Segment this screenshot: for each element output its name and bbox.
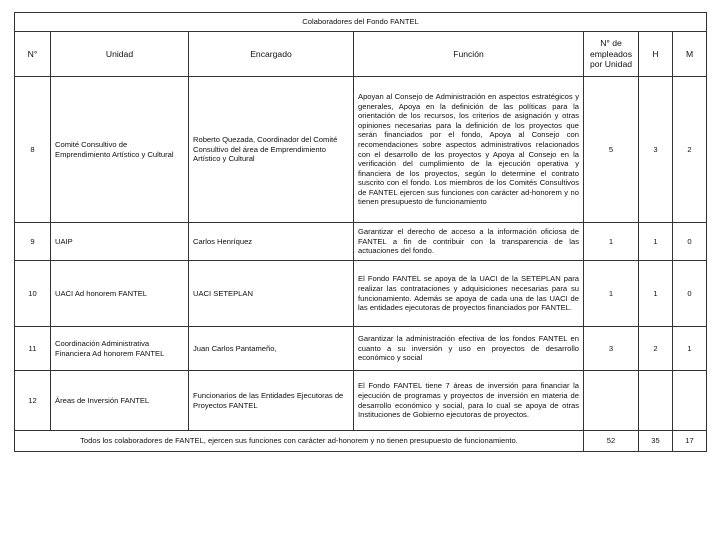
row-encargado: Carlos Henríquez [189,223,354,261]
row-num: 10 [15,261,51,327]
header-unidad: Unidad [51,32,189,77]
row-empleados: 5 [584,77,639,223]
table-row [15,261,707,327]
row-empleados: 3 [584,327,639,371]
row-empleados: 1 [584,223,639,261]
row-h: 3 [639,77,673,223]
row-num: 9 [15,223,51,261]
row-encargado: Roberto Quezada, Coordinador del Comité Consultivo del área de Emprendimiento Artístico y Cultural [189,77,354,223]
row-funcion: Garantizar el derecho de acceso a la información oficiosa de FANTEL a fin de contribuir con la transparencia de las actuaciones del fondo. [354,223,584,261]
row-unidad: UACI Ad honorem FANTEL [51,261,189,327]
row-empleados [584,371,639,431]
table-row [15,371,707,431]
row-h [639,371,673,431]
collaborators-table [14,12,707,452]
row-num: 8 [15,77,51,223]
row-m [673,371,707,431]
row-encargado: UACI SETEPLAN [189,261,354,327]
row-unidad: UAIP [51,223,189,261]
row-encargado: Juan Carlos Pantameño, [189,327,354,371]
footer-total: 52 [584,431,639,452]
table-title: Colaboradores del Fondo FANTEL [15,13,707,32]
row-num: 11 [15,327,51,371]
footer-note: Todos los colaboradores de FANTEL, ejercen sus funciones con carácter ad-honorem y no tienen presupuesto de funcionamiento. [15,431,584,452]
row-funcion: Garantizar la administración efectiva de los fondos FANTEL en cuanto a su inversión y uso en proyectos de desarrollo económico y social [354,327,584,371]
row-m: 2 [673,77,707,223]
header-empleados: N° de empleados por Unidad [584,32,639,77]
table-row [15,223,707,261]
header-h: H [639,32,673,77]
header-funcion: Función [354,32,584,77]
header-num: N° [15,32,51,77]
row-num: 12 [15,371,51,431]
footer-total-h: 35 [639,431,673,452]
header-encargado: Encargado [189,32,354,77]
row-encargado: Funcionarios de las Entidades Ejecutoras de Proyectos FANTEL [189,371,354,431]
row-funcion: El Fondo FANTEL se apoya de la UACI de la SETEPLAN para realizar las contrataciones y adquisiciones necesarias para su funcionamiento. Además se apoya de cada una de las UACI de las entidades ejecutoras de proyectos financiados por FANTEL. [354,261,584,327]
row-empleados: 1 [584,261,639,327]
header-row [15,32,707,77]
footer-total-m: 17 [673,431,707,452]
row-m: 0 [673,261,707,327]
row-h: 1 [639,223,673,261]
row-unidad: Coordinación Administrativa Financiera Ad honorem FANTEL [51,327,189,371]
row-h: 1 [639,261,673,327]
row-unidad: Áreas de Inversión FANTEL [51,371,189,431]
row-funcion: Apoyan al Consejo de Administración en aspectos estratégicos y generales, Apoya en la definición de las políticas para la orientación de los recursos, los criterios de asignación y otras opiniones necesarias para la definición de los proyectos que serán financiados por el fondo, Apoya al Consejo con recomendaciones sobre aspectos administrativos relacionados con el desarrollo de los proyectos y Apoya al Consejo en la verificación del cumplimiento de la ejecución operativa y financiera de los proyectos, según lo determine el contrato suscrito con el fondo. Los miembros de los Comités Consultivos de FANTEL ejercen sus funciones con carácter ad-honorem y no tienen presupuesto de funcionamiento [354,77,584,223]
row-m: 0 [673,223,707,261]
row-h: 2 [639,327,673,371]
footer-row [15,431,707,452]
table-row [15,327,707,371]
row-m: 1 [673,327,707,371]
row-unidad: Comité Consultivo de Emprendimiento Artístico y Cultural [51,77,189,223]
table-row [15,77,707,223]
row-funcion: El Fondo FANTEL tiene 7 áreas de inversión para financiar la ejecución de programas y proyectos de inversión en materia de desarrollo económico y social, para lo cual se apoya de otras Instituciones de Gobierno ejecutoras de proyectos. [354,371,584,431]
header-m: M [673,32,707,77]
